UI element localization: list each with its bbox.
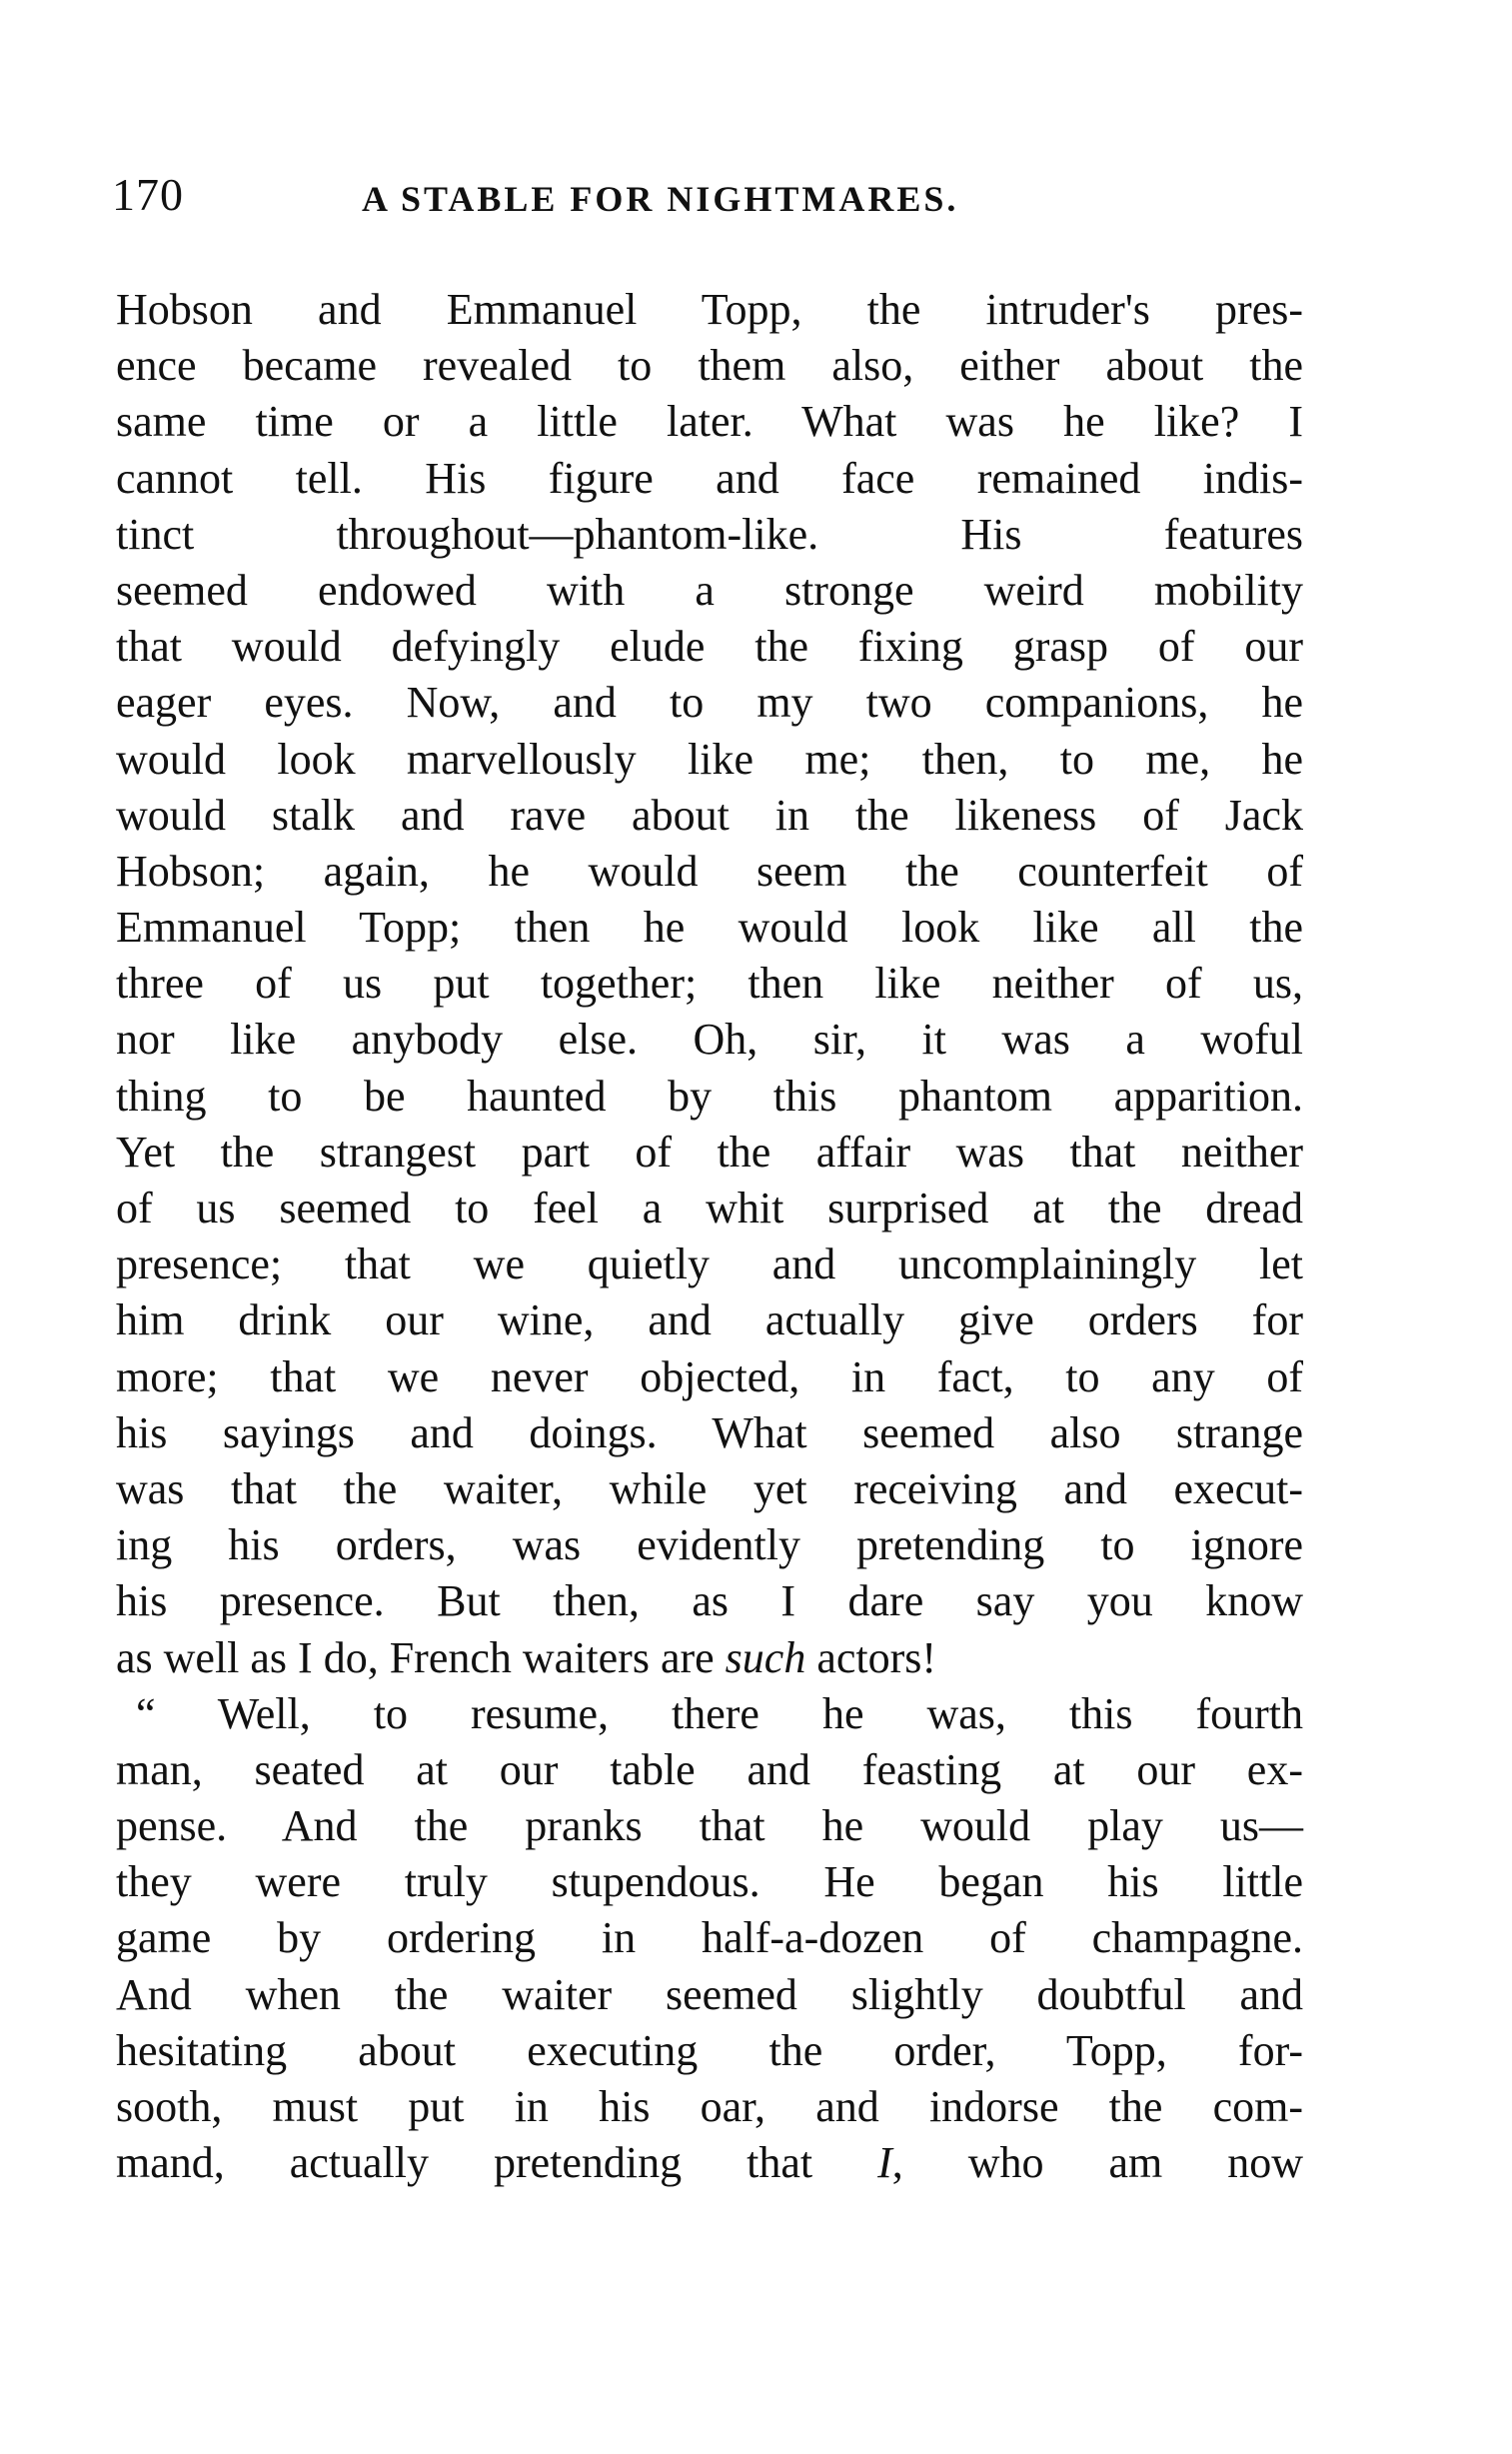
text-line: his sayings and doings. What seemed also strange [116, 1407, 1303, 1457]
text-line-paragraph-start: “ Well, to resume, there he was, this fourth [136, 1688, 1303, 1738]
text-segment: actors! [805, 1632, 937, 1682]
text-line: Hobson; again, he would seem the counterfeit of [116, 846, 1303, 896]
text-line: that would defyingly elude the fixing grasp of our [116, 622, 1303, 672]
text-line [116, 2135, 1303, 2191]
text-line: eager eyes. Now, and to my two companions, he [116, 678, 1303, 728]
text-line: And when the waiter seemed slightly doubtful and [116, 1969, 1303, 2019]
text-line: sooth, must put in his oar, and indorse the com- [116, 2082, 1303, 2131]
running-title: A STABLE FOR NIGHTMARES. [362, 179, 959, 219]
text-line: cannot tell. His figure and face remained indis- [116, 453, 1303, 503]
text-line: his presence. But then, as I dare say you know [116, 1576, 1303, 1626]
text-line: of us seemed to feel a whit surprised at the dread [116, 1184, 1303, 1232]
text-line: Hobson and Emmanuel Topp, the intruder's pres- [116, 285, 1303, 334]
text-line-paragraph-end [116, 1630, 1303, 1686]
page-header [112, 168, 1311, 238]
text-line: more; that we never objected, in fact, to any of [116, 1351, 1303, 1401]
text-segment: , who am now [891, 2138, 1304, 2188]
emphasis-text: I [877, 2138, 892, 2188]
text-line: hesitating about executing the order, Topp, for- [116, 2025, 1303, 2075]
text-line: would look marvellously like me; then, to me, he [116, 734, 1303, 784]
text-line: would stalk and rave about in the likeness of Jack [116, 790, 1303, 840]
text-line: game by ordering in half-a-dozen of champagne. [116, 1913, 1303, 1963]
text-line: three of us put together; then like neither of us, [116, 959, 1303, 1009]
text-segment: mand, actually pretending that [116, 2138, 878, 2188]
emphasis-text: such [725, 1632, 806, 1682]
text-line: thing to be haunted by this phantom apparition. [116, 1071, 1303, 1121]
text-line: man, seated at our table and feasting at our ex- [116, 1744, 1303, 1794]
text-line: ing his orders, was evidently pretending to ignore [116, 1520, 1303, 1570]
text-line: pense. And the pranks that he would play us— [116, 1801, 1303, 1851]
text-segment: as well as I do, French waiters are [116, 1632, 726, 1682]
text-line: Emmanuel Topp; then he would look like all the [116, 903, 1303, 953]
text-line: Yet the strangest part of the affair was that neither [116, 1127, 1303, 1177]
text-line: tinct throughout—phantom-like. His features [116, 509, 1303, 559]
page-number: 170 [112, 169, 184, 220]
text-line: was that the waiter, while yet receiving and execut- [116, 1463, 1303, 1513]
body-text [116, 282, 1303, 2191]
text-line: nor like anybody else. Oh, sir, it was a woful [116, 1015, 1303, 1065]
text-line: ence became revealed to them also, either about the [116, 341, 1303, 391]
text-line: him drink our wine, and actually give orders for [116, 1295, 1303, 1345]
text-line: presence; that we quietly and uncomplainingly let [116, 1239, 1303, 1289]
text-line: seemed endowed with a stronge weird mobility [116, 565, 1303, 615]
text-line: they were truly stupendous. He began his little [116, 1857, 1303, 1907]
text-line: same time or a little later. What was he like? I [116, 397, 1303, 447]
